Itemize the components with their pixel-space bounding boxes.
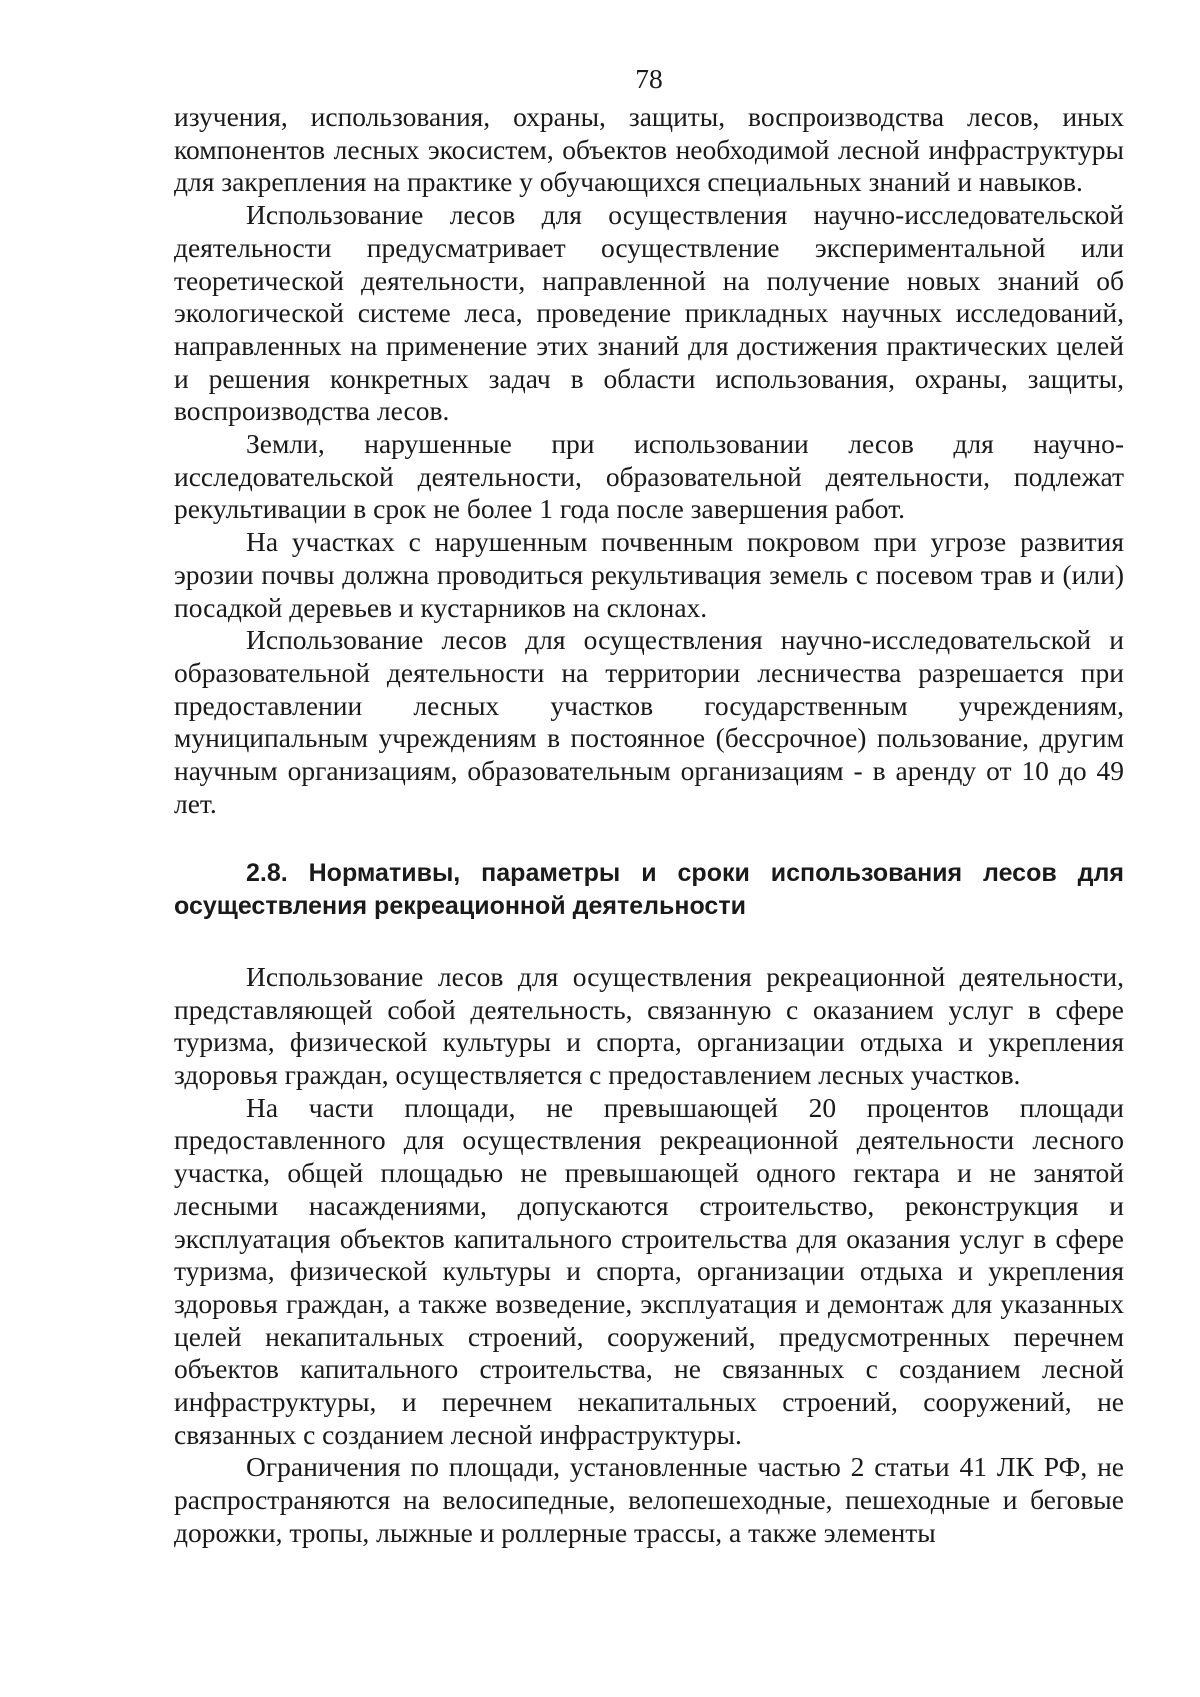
- paragraph-area-exceptions: Ограничения по площади, установленные частью 2 статьи 41 ЛК РФ, не распространяются на велосипедные, велопешеходные, пешеходные и беговые дорожки, тропы, лыжные и роллерные трассы, а также элементы: [174, 1451, 1124, 1548]
- paragraph-soil-erosion: На участках с нарушенным почвенным покровом при угрозе развития эрозии почвы должна проводиться рекультивация земель с посевом трав и (или) посадкой деревьев и кустарников на склонах.: [174, 526, 1124, 623]
- document-page: [174, 64, 1124, 1550]
- page-number: 78: [635, 63, 663, 94]
- paragraph-recreational-use: Использование лесов для осуществления рекреационной деятельности, представляющей собой деятельность, связанную с оказанием услуг в сфере туризма, физической культуры и спорта, организации отдыха и укрепления здоровья граждан, осуществляется с предоставлением лесных участков.: [174, 960, 1124, 1090]
- paragraph-area-limits: На части площади, не превышающей 20 процентов площади предоставленного для осуществления рекреационной деятельности лесного участка, общей площадью не превышающей одного гектара и не занятой лесными насаждениями, допускаются строительство, реконструкция и эксплуатация объектов капитального строительства для оказания услуг в сфере туризма, физической культуры и спорта, организации отдыха и укрепления здоровья граждан, а также возведение, эксплуатация и демонтаж для указанных целей некапитальных строений, сооружений, предусмотренных перечнем объектов капитального строительства, не связанных с созданием лесной инфраструктуры, и перечнем некапитальных строений, сооружений, не связанных с созданием лесной инфраструктуры.: [174, 1091, 1124, 1450]
- paragraph-land-provision: Использование лесов для осуществления научно-исследовательской и образовательной деятельности на территории лесничества разрешается при предоставлении лесных участков государственным учреждениям, муниципальным учреждениям в постоянное (бессрочное) пользование, другим научным организациям, образовательным организациям - в аренду от 10 до 49 лет.: [174, 624, 1124, 819]
- paragraph-continuation: изучения, использования, охраны, защиты, воспроизводства лесов, иных компонентов лесных экосистем, объектов необходимой лесной инфраструктуры для закрепления на практике у обучающихся специальных знаний и навыков.: [174, 101, 1124, 198]
- paragraph-research-activity: Использование лесов для осуществления научно-исследовательской деятельности предусматривает осуществление экспериментальной или теоретической деятельности, направленной на получение новых знаний об экологической системе леса, проведение прикладных научных исследований, направленных на применение этих знаний для достижения практических целей и решения конкретных задач в области использования, охраны, защиты, воспроизводства лесов.: [174, 199, 1124, 427]
- section-heading: 2.8. Нормативы, параметры и сроки использования лесов для осуществления рекреационной деятельности: [174, 859, 1124, 921]
- paragraph-land-recultivation: Земли, нарушенные при использовании лесов для научно-исследовательской деятельности, образовательной деятельности, подлежат рекультивации в срок не более 1 года после завершения работ.: [174, 428, 1124, 525]
